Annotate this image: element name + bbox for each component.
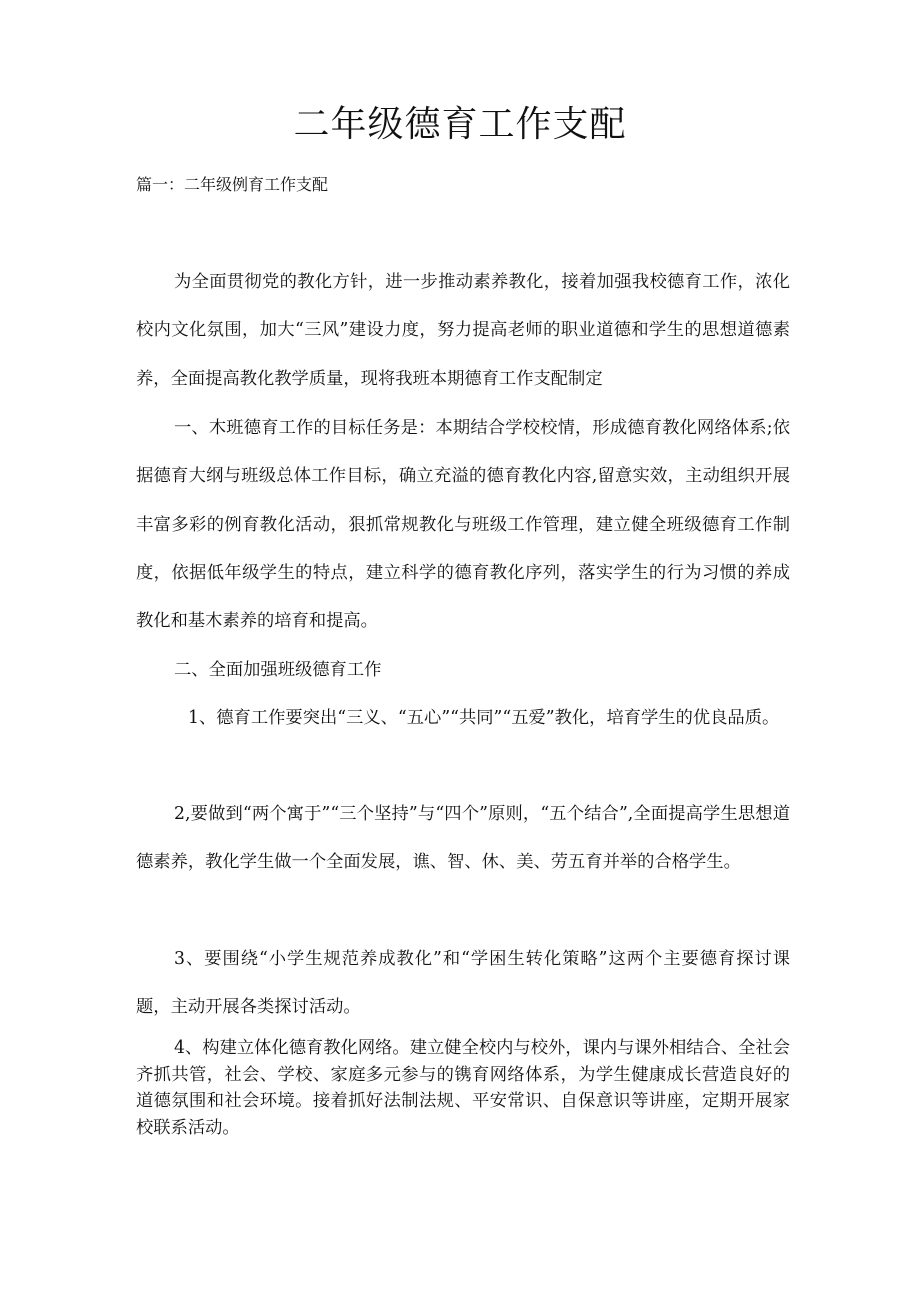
paragraph-intro: 为全面贯彻党的教化方针，进一步推动素养教化，接着加强我校德育工作，浓化校内文化氛围，加大“三风”建设力度，努力提高老师的职业道德和学生的思想道德素养，全面提高教化教学质量，现将我班本期德育工作支配制定 — [136, 272, 790, 389]
paragraph-item-3: 3、要围绕“小学生规范养成教化”和“学困生转化策略”这两个主要德育探讨课题，主动开展各类探讨活动。 — [136, 949, 790, 1018]
paragraph-item-2: 2,要做到“两个寓于”“三个坚持”与“四个”原则，“五个结合”,全面提高学生思想道德素养，教化学生做一个全面发展，谯、智、休、美、劳五育并举的合格学生。 — [136, 804, 790, 873]
paragraph-section-1: 一、木班德育工作的目标任务是：本期结合学校校情，形成德育教化网络体系;依据德育大纲与班级总体工作目标，确立充溢的德育教化内容,留意实效，主动组织开展丰富多彩的例育教化活动，狠抓常规教化与班级工作管理，建立健全班级德育工作制度，依据低年级学生的特点，建立科学的德育教化序列，落实学生的行为习惯的养成教化和基木素养的培育和提高。 — [136, 418, 790, 632]
paragraph-item-1: 1、德育工作要突出“三义、“五心”“共同”“五爱”教化，培育学生的优良品质。 — [188, 708, 780, 728]
paragraph-section-2-heading: 二、全面加强班级德育工作 — [174, 660, 382, 680]
paragraph-item-4: 4、构建立体化德育教化网络。建立健全校内与校外，课内与课外相结合、全社会齐抓共管，社会、学校、家庭多元参与的镌育网络体系，为学生健康成长营造良好的道德氛围和社会环境。接着抓好法制法规、平安常识、自保意识等讲座，定期开展家校联系活动。 — [136, 1038, 790, 1138]
document-title: 二年级德育工作支配 — [293, 104, 627, 145]
document-subtitle: 篇一：二年级例育工作支配 — [136, 175, 329, 194]
